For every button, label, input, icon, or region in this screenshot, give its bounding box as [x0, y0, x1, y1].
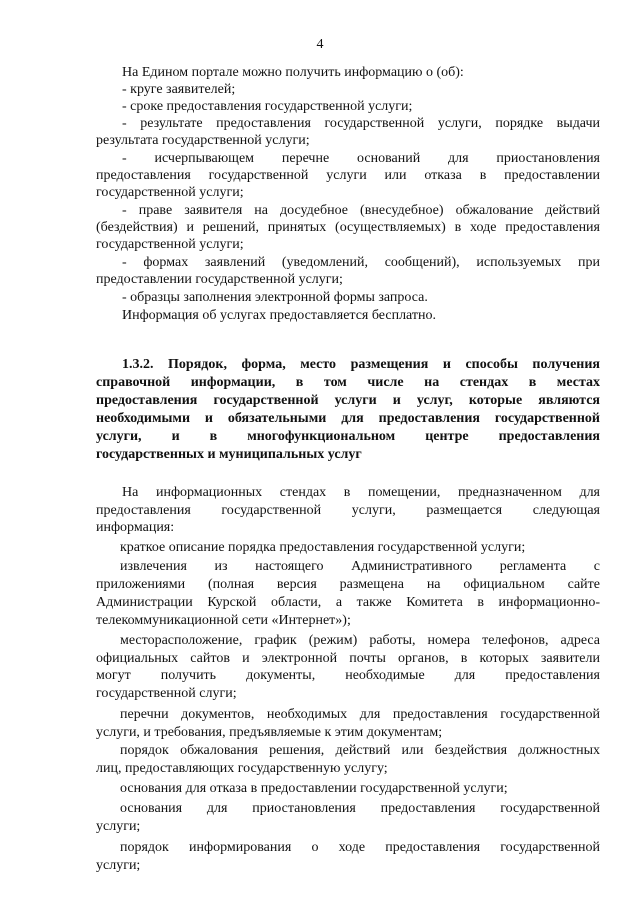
paragraph-line: государственной слуги; — [96, 686, 237, 701]
list-item: основания для приостановления предоставления государственной — [120, 801, 600, 816]
paragraph-line: телекоммуникационной сети «Интернет»); — [96, 613, 351, 628]
paragraph-line: На информационных стендах в помещении, предназначенном для — [122, 485, 600, 500]
paragraph-line: лиц, предоставляющих государственную услугу; — [96, 761, 388, 776]
paragraph-line: приложениями (полная версия размещена на официальном сайте — [96, 577, 600, 592]
list-item: перечни документов, необходимых для предоставления государственной — [120, 707, 600, 722]
paragraph-line: услуги; — [96, 819, 141, 834]
list-item: порядок информирования о ходе предоставления государственной — [120, 840, 600, 855]
list-item: - образцы заполнения электронной формы запроса. — [122, 290, 428, 305]
paragraph-line: Информация об услугах предоставляется бесплатно. — [122, 308, 437, 323]
paragraph-line: могут получить документы, необходимые для предоставления — [96, 668, 600, 683]
paragraph-line: результата государственной услуги; — [96, 133, 310, 148]
paragraph-line: (бездействия) и решений, принятых (осуществляемых) в ходе предоставления — [96, 220, 600, 235]
list-item: порядок обжалования решения, действий или бездействия должностных — [120, 743, 600, 758]
list-item: краткое описание порядка предоставления государственной услуги; — [120, 540, 526, 555]
paragraph-line: государственной услуги; — [96, 237, 244, 252]
paragraph-line: информация: — [96, 520, 175, 535]
paragraph-line: На Едином портале можно получить информацию о (об): — [122, 65, 464, 80]
list-item: - праве заявителя на досудебное (внесудебное) обжалование действий — [122, 203, 600, 218]
list-item: - круге заявителей; — [122, 82, 236, 97]
paragraph-line: государственной услуги; — [96, 185, 244, 200]
paragraph-line: Администрации Курской области, а также Комитета в информационно- — [96, 595, 600, 610]
section-heading: 1.3.2. Порядок, форма, место размещения и способы получения — [122, 357, 600, 372]
paragraph-line: предоставления государственной услуги, размещается следующая — [96, 503, 600, 518]
list-item: - исчерпывающем перечне оснований для приостановления — [122, 151, 600, 166]
list-item: - формах заявлений (уведомлений, сообщений), используемых при — [122, 255, 600, 270]
list-item: - сроке предоставления государственной услуги; — [122, 99, 413, 114]
paragraph-line: услуги, и требования, предъявляемые к этим документам; — [96, 725, 443, 740]
list-item: основания для отказа в предоставлении государственной услуги; — [120, 781, 508, 796]
list-item: - результате предоставления государственной услуги, порядке выдачи — [122, 116, 600, 131]
section-heading: предоставления государственной услуги и услуг, которые являются — [96, 393, 600, 408]
section-heading: услуги, и в многофункциональном центре предоставления — [96, 429, 600, 444]
list-item: извлечения из настоящего Административного регламента с — [120, 559, 600, 574]
paragraph-line: предоставления государственной услуги или отказа в предоставлении — [96, 168, 600, 183]
paragraph-line: официальных сайтов и электронной почты органов, в которых заявители — [96, 651, 600, 666]
section-heading: справочной информации, в том числе на стендах в местах — [96, 375, 600, 390]
paragraph-line: услуги; — [96, 858, 141, 873]
list-item: месторасположение, график (режим) работы, номера телефонов, адреса — [120, 633, 600, 648]
section-heading: необходимыми и обязательными для предоставления государственной — [96, 411, 600, 426]
section-heading: государственных и муниципальных услуг — [96, 447, 362, 462]
paragraph-line: предоставлении государственной услуги; — [96, 272, 343, 287]
page-number: 4 — [316, 37, 324, 52]
